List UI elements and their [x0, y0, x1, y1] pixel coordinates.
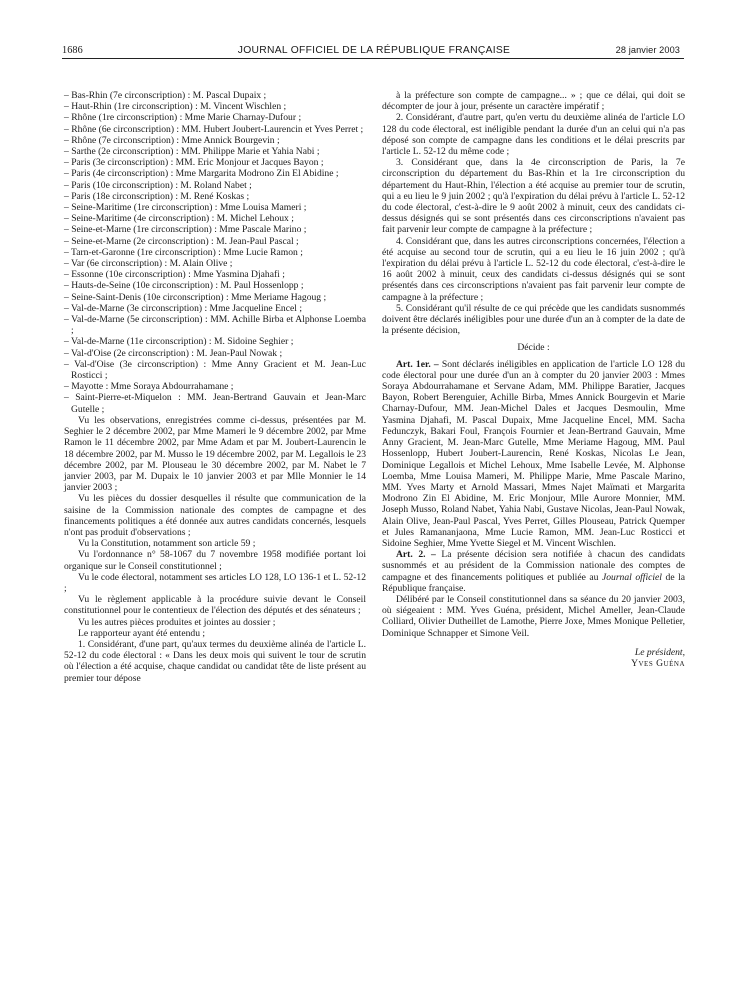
list-item: – Val-de-Marne (5e circonscription) : MM. Achille Birba et Alphonse Loemba ; [64, 314, 366, 337]
article-1 [382, 359, 685, 549]
journal-officiel-ref: Journal officiel [601, 571, 662, 583]
list-item: – Tarn-et-Garonne (1re circonscription) : Mme Lucie Ramon ; [64, 246, 303, 258]
list-item: – Mayotte : Mme Soraya Abdourrahamane ; [64, 381, 234, 393]
list-item: – Seine-Saint-Denis (10e circonscription) : Mme Meriame Hagoug ; [64, 291, 327, 303]
list-item: – Var (6e circonscription) : M. Alain Olive ; [64, 258, 233, 270]
list-item: – Seine-et-Marne (2e circonscription) : M. Jean-Paul Pascal ; [64, 235, 299, 247]
list-item: – Paris (3e circonscription) : MM. Eric Monjour et Jacques Bayon ; [64, 157, 324, 169]
paragraph: Vu les pièces du dossier desquelles il résulte que communication de la saisine de la Commission nationale des comptes de campagne et des financements politiques a été donnée aux autres candidats concernés, lesquels n'ont pas produit d'observations ; [64, 493, 366, 538]
list-item: – Sarthe (2e circonscription) : MM. Philippe Marie et Yahia Nabi ; [64, 146, 320, 158]
header-rule [62, 58, 684, 59]
paragraph: 3. Considérant que, dans la 4e circonscription de Paris, la 7e circonscription du département du Bas-Rhin et la 1re circonscription du département du Haut-Rhin, l'élection a été acquise au premier tour de scrutin, qui a eu lieu le 9 juin 2002 ; qu'à l'expiration du délai prévu à l'article L. 52-12 du code électoral, c'est-à-dire le 9 août 2002 à minuit, ceux des candidats ci-dessus désignés qui se sont présentés dans ces circonscriptions n'avaient pas fait parvenir leur compte de campagne à la préfecture ; [382, 157, 685, 236]
paragraph: Vu le code électoral, notamment ses articles LO 128, LO 136-1 et L. 52-12 ; [64, 571, 366, 594]
right-column [382, 90, 685, 669]
list-item: – Haut-Rhin (1re circonscription) : M. Vincent Wischlen ; [64, 101, 287, 113]
paragraph: 4. Considérant que, dans les autres circonscriptions concernées, l'élection a été acquise au second tour de scrutin, qui a eu lieu le 16 juin 2002 ; qu'à l'expiration du délai prévu à l'article L. 52-12 du code électoral, c'est-à-dire le 16 août 2002 à minuit, ceux des candidats ci-dessus désignés qui se sont présentés dans ces circonscriptions n'avaient pas fait parvenir leur compte de campagne à la préfecture ; [382, 235, 685, 303]
journal-title: JOURNAL OFFICIEL DE LA RÉPUBLIQUE FRANÇAISE [237, 45, 511, 56]
paragraph: Le rapporteur ayant été entendu ; [78, 627, 206, 639]
list-item: – Hauts-de-Seine (10e circonscription) : M. Paul Hossenlopp ; [64, 280, 304, 292]
article-2-text-after: de la République française. [382, 571, 686, 594]
circonscription-list [64, 90, 366, 415]
list-item: – Saint-Pierre-et-Miquelon : MM. Jean-Bertrand Gauvain et Jean-Marc Gutelle ; [64, 392, 366, 415]
paragraph: Vu l'ordonnance n° 58-1067 du 7 novembre 1958 modifiée portant loi organique sur le Conseil constitutionnel ; [64, 549, 366, 572]
list-item: – Bas-Rhin (7e circonscription) : M. Pascal Dupaix ; [64, 90, 267, 101]
deliberation: Délibéré par le Conseil constitutionnel dans sa séance du 20 janvier 2003, où siégeaient : MM. Yves Guéna, président, Michel Ameller, Jean-Claude Colliard, Olivier Dutheillet de Lamothe, Pierre Joxe, Mmes Monique Pelletier, Dominique Schnapper et Simone Veil. [382, 593, 685, 639]
paragraph: Vu la Constitution, notamment son article 59 ; [78, 538, 256, 550]
article-1-text: Sont déclarés inéligibles en application de l'article LO 128 du code électoral pour une durée d'un an à compter du 20 janvier 2003 : Mmes Soraya Abdourrahamane et Servane Adam, MM. Philippe Baratier, Jacques Bayon, Robert Berenguier, Achille Birba, Mmes Annick Bourgevin et Marie Charnay-Dufour, MM. Jean-Michel Dales et Jacques Desmoulin, Mme Yasmina Djahafi, M. Pascal Dupaix, Mme Jacqueline Encel, MM. Sacha Fedunczyk, Bakari Foul, François Fournier et Jean-Bertrand Gauvain, Mme Anny Gracient, M. Jean-Marc Gutelle, Mme Meriame Hagoug, MM. Paul Hossenlopp, Hubert Joubert-Laurencin, René Koskas, Nicolas Le Jean, Dominique Legallois et Michel Lehoux, Mme Isabelle Levée, M. Alphonse Loemba, Mme Louisa Mameri, M. Philippe Marie, Mme Pascale Marino, MM. Yves Marty et Arnold Massari, Mmes Najet Maïmati et Margarita Modrono Zin El Abidine, M. Eric Monjour, Mlle Aurore Monnier, MM. Joseph Musso, Roland Nabet, Yahia Nabi, Gustave Nicolas, Jean-Paul Nowak, Alain Olive, Jean-Paul Pascal, Yves Perret, Gilles Plouseau, Patrick Quemper et Jules Ramananjaona, Mme Lucie Ramon, MM. Jean-Luc Rosticci et Sidoine Seghier, Mme Yvette Siegel et M. Vincent Wischlen. [382, 358, 685, 549]
list-item: – Seine-Maritime (1re circonscription) : Mme Louisa Mameri ; [64, 202, 307, 214]
list-item: – Rhône (1re circonscription) : Mme Marie Charnay-Dufour ; [64, 112, 302, 124]
paragraph: 5. Considérant qu'il résulte de ce qui précède que les candidats susnommés doivent être déclarés inéligibles pour une durée d'un an à compter de la date de la présente décision, [382, 302, 685, 337]
list-item: – Val-de-Marne (11e circonscription) : M. Sidoine Seghier ; [64, 336, 294, 348]
list-item: – Paris (18e circonscription) : M. René Koskas ; [64, 190, 250, 202]
visas-section [64, 415, 366, 684]
signature-title: Le président, [634, 646, 685, 658]
list-item: – Paris (10e circonscription) : M. Roland Nabet ; [64, 179, 252, 191]
paragraph: 2. Considérant, d'autre part, qu'en vertu du deuxième alinéa de l'article LO 128 du code électoral, est inéligible pendant la durée d'un an celui qui n'a pas déposé son compte de campagne dans les conditions et le délai prescrits par l'article L. 52-12 du même code ; [382, 112, 685, 158]
list-item: – Paris (4e circonscription) : Mme Margarita Modrono Zin El Abidine ; [64, 168, 339, 180]
list-item: – Rhône (6e circonscription) : MM. Hubert Joubert-Laurencin et Yves Perret ; [64, 123, 364, 135]
list-item: – Seine-et-Marne (1re circonscription) : Mme Pascale Marino ; [64, 224, 307, 236]
list-item: – Val-de-Marne (3e circonscription) : Mme Jacqueline Encel ; [64, 302, 302, 314]
page-number: 1686 [62, 45, 83, 56]
list-item: – Essonne (10e circonscription) : Mme Yasmina Djahafi ; [64, 269, 285, 281]
paragraph: Vu les observations, enregistrées comme ci-dessus, présentées par M. Seghier le 2 décembre 2002, par Mme Mameri le 9 décembre 2002, par Mme Ramon le 11 décembre 2002, par Mme Adam et par M. Joubert-Laurencin le 18 décembre 2002, par M. Musso le 19 décembre 2002, par M. Legallois le 23 décembre 2002, par M. Plouseau le 30 décembre 2002, par M. Nabet le 7 janvier 2003, par M. Dupaix le 10 janvier 2003 et par Mlle Monnier le 14 janvier 2003 ; [64, 414, 366, 494]
paragraph: à la préfecture son compte de campagne... » ; que ce délai, qui doit se décompter de jour à jour, présente un caractère impératif ; [382, 90, 685, 113]
decide-heading: Décide : [517, 342, 550, 354]
article-2-text-before: La présente décision sera notifiée à chacun des candidats susnommés et au président de la Commission nationale des comptes de campagne et des financements politiques et publiée au [382, 549, 685, 583]
list-item: – Seine-Maritime (4e circonscription) : M. Michel Lehoux ; [64, 213, 294, 225]
issue-date: 28 janvier 2003 [615, 45, 680, 55]
left-column [64, 90, 366, 684]
article-2 [382, 549, 685, 594]
signature-name: Yves Guéna [631, 657, 685, 669]
paragraph: Vu les autres pièces produites et jointes au dossier ; [78, 616, 276, 628]
list-item: – Val-d'Oise (2e circonscription) : M. Jean-Paul Nowak ; [64, 347, 283, 359]
list-item: – Rhône (7e circonscription) : Mme Annick Bourgevin ; [64, 134, 280, 146]
list-item: – Val-d'Oise (3e circonscription) : Mme Anny Gracient et M. Jean-Luc Rosticci ; [64, 358, 366, 382]
paragraph: 1. Considérant, d'une part, qu'aux termes du deuxième alinéa de l'article L. 52-12 du code électoral : « Dans les deux mois qui suivent le tour de scrutin où l'élection a été acquise, chaque candidat ou candidat tête de liste présent au premier tour dépose [64, 638, 366, 684]
paragraph: Vu le règlement applicable à la procédure suivie devant le Conseil constitutionnel pour le contentieux de l'élection des députés et des sénateurs ; [64, 594, 366, 617]
article-1-label: Art. 1er. – [396, 358, 439, 370]
considerants-section [382, 90, 685, 336]
article-2-label: Art. 2. – [396, 549, 436, 561]
